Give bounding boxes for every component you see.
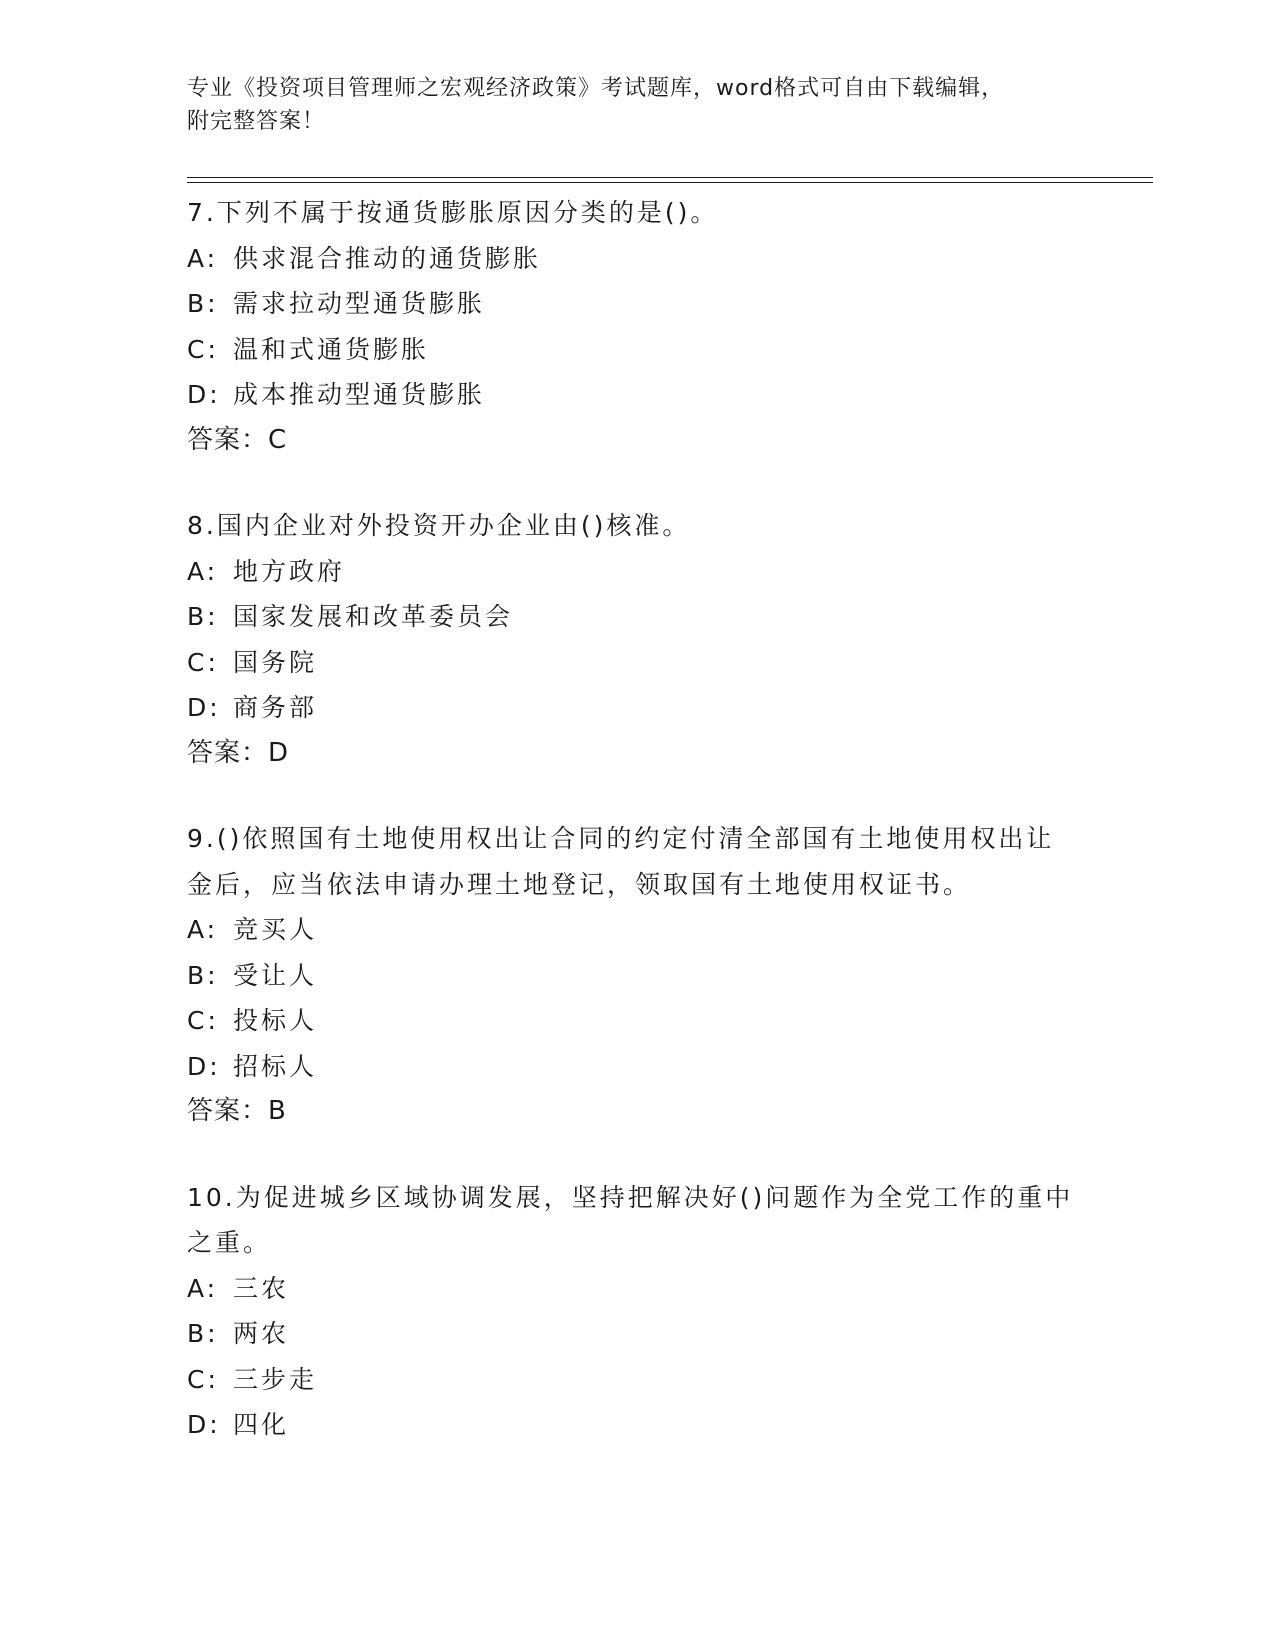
header-line-2: 附完整答案！ bbox=[187, 109, 326, 134]
option-text: 两农 bbox=[233, 1319, 290, 1348]
option-text: 四化 bbox=[233, 1410, 290, 1439]
option-key: D: bbox=[187, 1051, 221, 1081]
option-key: A: bbox=[187, 556, 219, 586]
option-text: 需求拉动型通货膨胀 bbox=[233, 289, 486, 318]
option-text: 国务院 bbox=[233, 647, 318, 677]
option-text: 投标人 bbox=[233, 1006, 318, 1035]
option-key: B: bbox=[187, 960, 219, 990]
header-line-1: 专业《投资项目管理师之宏观经济政策》考试题库，word格式可自由下载编辑， bbox=[187, 76, 1005, 101]
option-d bbox=[187, 685, 1107, 731]
question-9 bbox=[187, 816, 1107, 1135]
option-key: C: bbox=[187, 647, 219, 677]
option-a bbox=[187, 907, 1107, 953]
option-text: 商务部 bbox=[233, 693, 318, 722]
question-stem: 8.国内企业对外投资开办企业由()核准。 bbox=[187, 511, 691, 540]
question-10 bbox=[187, 1175, 1107, 1448]
option-c bbox=[187, 998, 1107, 1044]
option-key: C: bbox=[187, 1364, 219, 1394]
answer-line: 答案：D bbox=[187, 737, 290, 768]
question-7 bbox=[187, 190, 1107, 463]
option-key: D: bbox=[187, 380, 221, 409]
option-b bbox=[187, 953, 1107, 999]
option-key: D: bbox=[187, 1410, 221, 1439]
option-b bbox=[187, 1311, 1107, 1357]
option-d bbox=[187, 1402, 1107, 1448]
option-d bbox=[187, 1044, 1107, 1090]
option-text: 三农 bbox=[233, 1273, 290, 1303]
option-key: A: bbox=[187, 243, 219, 273]
option-a bbox=[187, 549, 1107, 595]
option-text: 地方政府 bbox=[233, 556, 346, 586]
option-text: 竞买人 bbox=[233, 915, 318, 944]
option-c bbox=[187, 1357, 1107, 1403]
option-text: 供求混合推动的通货膨胀 bbox=[233, 243, 542, 273]
document-header bbox=[187, 72, 1107, 138]
option-key: A: bbox=[187, 1273, 219, 1303]
question-stem: 10.为促进城乡区域协调发展，坚持把解决好()问题作为全党工作的重中之重。 bbox=[187, 1182, 1074, 1257]
option-a bbox=[187, 1266, 1107, 1312]
option-key: D: bbox=[187, 693, 221, 722]
answer-line: 答案：B bbox=[187, 1096, 287, 1126]
option-key: A: bbox=[187, 915, 219, 944]
question-stem: 7.下列不属于按通货膨胀原因分类的是()。 bbox=[187, 198, 719, 227]
option-text: 受让人 bbox=[233, 960, 318, 990]
option-key: C: bbox=[187, 1006, 219, 1035]
header-divider-top bbox=[187, 177, 1153, 178]
option-text: 温和式通货膨胀 bbox=[233, 334, 430, 364]
option-text: 成本推动型通货膨胀 bbox=[233, 380, 486, 409]
answer-line: 答案：C bbox=[187, 424, 288, 455]
option-d bbox=[187, 372, 1107, 418]
option-key: B: bbox=[187, 289, 219, 318]
option-key: C: bbox=[187, 334, 219, 364]
option-b bbox=[187, 281, 1107, 327]
question-stem: 9.()依照国有土地使用权出让合同的约定付清全部国有土地使用权出让金后，应当依法申请办理土地登记，领取国有土地使用权证书。 bbox=[187, 824, 1055, 899]
header-divider-bottom bbox=[187, 182, 1153, 183]
option-b bbox=[187, 594, 1107, 640]
option-c bbox=[187, 327, 1107, 373]
option-text: 三步走 bbox=[233, 1364, 318, 1394]
question-8 bbox=[187, 503, 1107, 776]
option-text: 招标人 bbox=[233, 1051, 318, 1081]
option-text: 国家发展和改革委员会 bbox=[233, 602, 514, 631]
option-c bbox=[187, 640, 1107, 686]
option-key: B: bbox=[187, 1319, 219, 1348]
question-list bbox=[187, 190, 1107, 1488]
option-a bbox=[187, 236, 1107, 282]
option-key: B: bbox=[187, 602, 219, 631]
